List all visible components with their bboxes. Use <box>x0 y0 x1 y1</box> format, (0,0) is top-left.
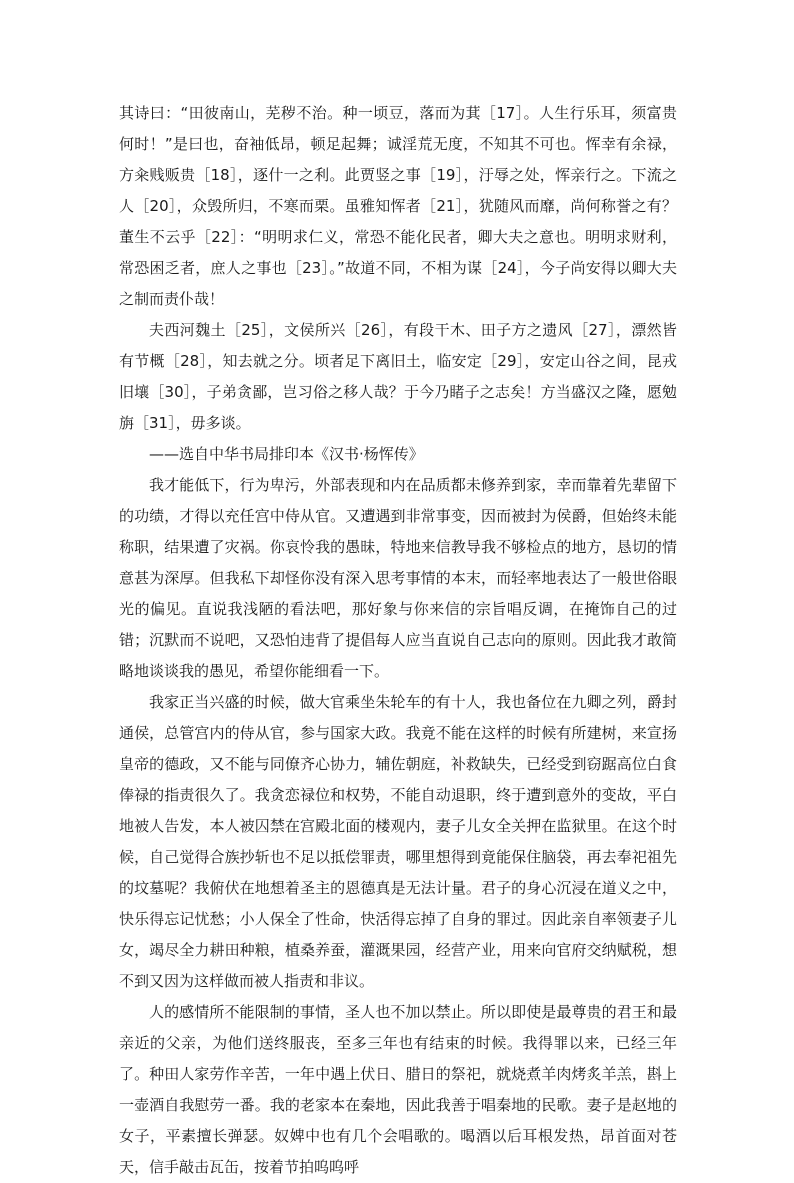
paragraph-xihe: 夫西河魏土［25］，文侯所兴［26］，有段干木、田子方之遗风［27］，漂然皆有节概［28］，知去就之分。顷者足下离旧土，临安定［29］，安定山谷之间，昆戎旧壤［30］，子弟贪鄙，岂习俗之移人哉？于今乃睹子之志矣！方当盛汉之隆，愿勉旃［31］，毋多谈。 <box>119 321 677 432</box>
document-page <box>119 98 677 1183</box>
paragraph-translation-1: 我才能低下，行为卑污，外部表现和内在品质都未修养到家，幸而靠着先辈留下的功绩，才得以充任宫中侍从官。又遭遇到非常事变，因而被封为侯爵，但始终未能称职，结果遭了灾祸。你哀怜我的愚昧，特地来信教导我不够检点的地方，恳切的情意甚为深厚。但我私下却怪你没有深入思考事情的本末，而轻率地表达了一般世俗眼光的偏见。直说我浅陋的看法吧，那好象与你来信的宗旨唱反调，在掩饰自己的过错；沉默而不说吧，又恐怕违背了提倡每人应当直说自己志向的原则。因此我才敢简略地谈谈我的愚见，希望你能细看一下。 <box>119 476 677 680</box>
source-citation: ——选自中华书局排印本《汉书·杨恽传》 <box>149 445 424 463</box>
paragraph-poem-quote: 其诗曰：“田彼南山，芜秽不治。种一顷豆，落而为萁［17］。人生行乐耳，须富贵何时！”是曰也，奋袖低昂，顿足起舞；诚淫荒无度，不知其不可也。恽幸有余禄，方籴贱贩贵［18］，逐什一之利。此贾竖之事［19］，汙辱之处，恽亲行之。下流之人［20］，众毁所归，不寒而栗。虽雅知恽者［21］，犹随风而靡，尚何称誉之有？董生不云乎［22］：“明明求仁义，常恐不能化民者，卿大夫之意也。明明求财利，常恐困乏者，庶人之事也［23］。”故道不同，不相为谋［24］，今子尚安得以卿大夫之制而责仆哉！ <box>119 104 677 308</box>
paragraph-translation-2: 我家正当兴盛的时候，做大官乘坐朱轮车的有十人，我也备位在九卿之列，爵封通侯，总管宫内的侍从官，参与国家大政。我竟不能在这样的时候有所建树，来宣扬皇帝的德政，又不能与同僚齐心协力，辅佐朝庭，补救缺失，已经受到窃踞高位白食俸禄的指责很久了。我贪恋禄位和权势，不能自动退职，终于遭到意外的变故，平白地被人告发，本人被囚禁在宫殿北面的楼观内，妻子儿女全关押在监狱里。在这个时候，自己觉得合族抄斩也不足以抵偿罪责，哪里想得到竟能保住脑袋，再去奉祀祖先的坟墓呢？我俯伏在地想着圣主的恩德真是无法计量。君子的身心沉浸在道义之中，快乐得忘记忧愁；小人保全了性命，快活得忘掉了自身的罪过。因此亲自率领妻子儿女，竭尽全力耕田种粮，植桑养蚕，灌溉果园，经营产业，用来向官府交纳赋税，想不到又因为这样做而被人指责和非议。 <box>119 693 677 990</box>
paragraph-translation-3: 人的感情所不能限制的事情，圣人也不加以禁止。所以即使是最尊贵的君王和最亲近的父亲，为他们送终服丧，至多三年也有结束的时候。我得罪以来，已经三年了。种田人家劳作辛苦，一年中遇上伏日、腊日的祭祀，就烧煮羊肉烤炙羊羔，斟上一壶酒自我慰劳一番。我的老家本在秦地，因此我善于唱秦地的民歌。妻子是赵地的女子，平素擅长弹瑟。奴婢中也有几个会唱歌的。喝酒以后耳根发热，昂首面对苍天，信手敲击瓦缶，按着节拍呜呜呼 <box>119 1003 677 1176</box>
